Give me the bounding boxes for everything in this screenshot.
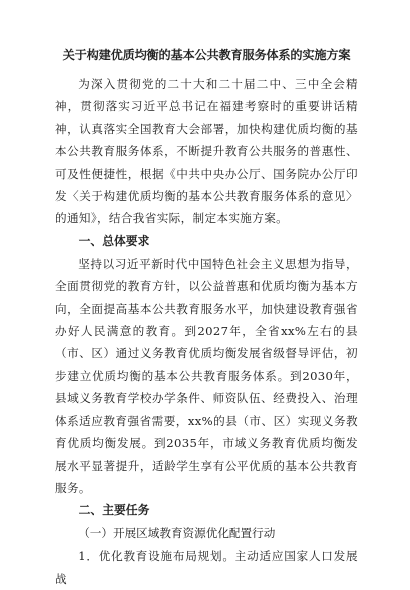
section-heading-general-requirements: 一、总体要求 <box>78 233 150 248</box>
general-requirements-paragraph: 坚持以习近平新时代中国特色社会主义思想为指导，全面贯彻党的教育方针，以公益普惠和优质均衡为基本方向，全面提高基本公共教育服务水平，加快建设教育强省办好人民满意的教育。到2027年，全省xx%左右的县（市、区）通过义务教育优质均衡发展省级督导评估，初步建立优质均衡的基本公共教育服务体系。到2030年，县域义务教育学校办学条件、师资队伍、经费投入、治理体系适应教育强省需要，xx%的县（市、区）实现义务教育优质均衡发展。到2035年，市域义务教育优质均衡发展水平显著提升，适龄学生享有公平优质的基本公共教育服务。 <box>55 256 358 495</box>
task-item-1: 1．优化教育设施布局规划。主动适应国家人口发展战 <box>55 549 358 586</box>
subsection-heading-resource-allocation: （一）开展区域教育资源优化配置行动 <box>78 526 276 541</box>
section-heading-main-tasks: 二、主要任务 <box>78 503 150 518</box>
intro-paragraph: 为深入贯彻党的二十大和二十届二中、三中全会精神，贯彻落实习近平总书记在福建考察时的重要讲话精神，认真落实全国教育大会部署，加快构建优质均衡的基本公共教育服务体系，不断提升教育公共服务的普惠性、可及性便捷性，根据《中共中央办公厅、国务院办公厅印发〈关于构建优质均衡的基本公共教育服务体系的意见〉的通知》，结合我省实际，制定本实施方案。 <box>55 77 358 226</box>
document-title: 关于构建优质均衡的基本公共教育服务体系的实施方案 <box>62 48 351 62</box>
